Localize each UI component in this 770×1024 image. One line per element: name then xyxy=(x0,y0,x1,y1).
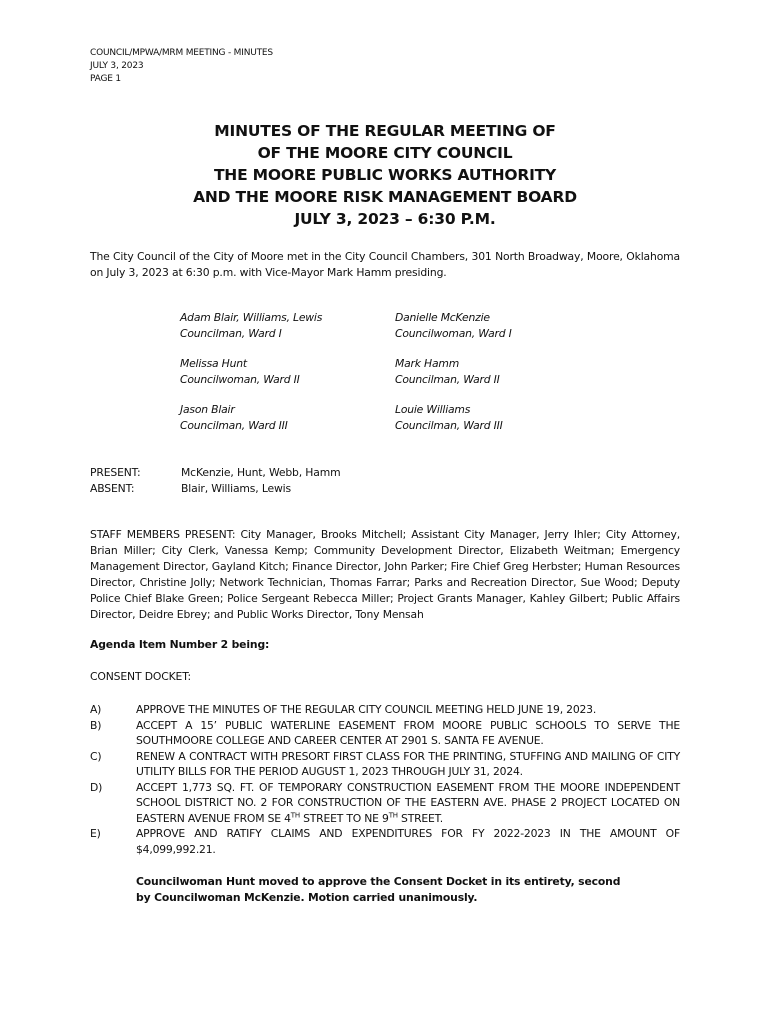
item-text: APPROVE AND RATIFY CLAIMS AND EXPENDITURES FOR FY 2022-2023 IN THE AMOUNT OF $4,099,992.21. xyxy=(136,827,680,856)
item-letter: E) xyxy=(90,827,101,840)
intro-paragraph: The City Council of the City of Moore met in the City Council Chambers, 301 North Broadway, Moore, Oklahoma on July 3, 2023 at 6:30 p.m. with Vice-Mayor Mark Hamm presiding. xyxy=(90,250,680,279)
roster-entry xyxy=(395,356,610,402)
consent-heading: CONSENT DOCKET: xyxy=(90,670,191,683)
item-letter: C) xyxy=(90,749,102,763)
item-letter: B) xyxy=(90,718,102,732)
member-title: Councilman, Ward II xyxy=(395,373,500,386)
item-text: RENEW A CONTRACT WITH PRESORT FIRST CLASS FOR THE PRINTING, STUFFING AND MAILING OF CITY UTILITY BILLS FOR THE PERIOD AUGUST 1, 2023 THROUGH JULY 31, 2024. xyxy=(136,749,680,778)
absent-row xyxy=(90,481,340,497)
consent-item xyxy=(90,702,680,718)
consent-items xyxy=(90,702,680,857)
roster-entry xyxy=(180,356,395,402)
header-line: COUNCIL/MPWA/MRM MEETING - MINUTES xyxy=(90,48,273,58)
motion-text: Councilwoman Hunt moved to approve the Consent Docket in its entirety, second by Councilwoman McKenzie. Motion carried unanimously. xyxy=(136,875,621,904)
consent-item xyxy=(90,718,680,749)
present-list: McKenzie, Hunt, Webb, Hamm xyxy=(181,466,341,479)
member-name: Mark Hamm xyxy=(395,357,460,370)
title-line: MINUTES OF THE REGULAR MEETING OF xyxy=(214,122,556,140)
roster-entry xyxy=(395,310,610,356)
member-name: Jason Blair xyxy=(180,403,235,416)
header-page: PAGE 1 xyxy=(90,74,121,84)
member-name: Adam Blair, Williams, Lewis xyxy=(180,311,323,324)
attendance xyxy=(90,465,340,497)
present-row xyxy=(90,465,340,481)
council-roster xyxy=(180,310,610,448)
ordinal-suffix: TH xyxy=(388,810,398,819)
consent-item xyxy=(90,749,680,780)
staff-paragraph: STAFF MEMBERS PRESENT: City Manager, Brooks Mitchell; Assistant City Manager, Jerry Ihler; City Attorney, Brian Miller; City Clerk, Vanessa Kemp; Community Development Director, Elizabeth Weitman; Emergency Management Director, Gayland Kitch; Finance Director, John Parker; Fire Chief Greg Herbster; Human Resources Director, Christine Jolly; Network Technician, Thomas Farrar; Parks and Recreation Director, Sue Wood; Deputy Police Chief Blake Green; Police Sergeant Rebecca Miller; Project Grants Manager, Kahley Gilbert; Public Affairs Director, Deidre Ebrey; and Public Works Director, Tony Mensah xyxy=(90,528,680,621)
running-header xyxy=(90,47,273,86)
title-date-line: JULY 3, 2023 – 6:30 P.M. xyxy=(294,210,496,228)
member-title: Councilwoman, Ward I xyxy=(395,327,512,340)
roster-row xyxy=(180,402,610,448)
member-name: Melissa Hunt xyxy=(180,357,247,370)
member-title: Councilman, Ward III xyxy=(180,419,288,432)
member-title: Councilman, Ward III xyxy=(395,419,503,432)
item-text: ACCEPT A 15’ PUBLIC WATERLINE EASEMENT FROM MOORE PUBLIC SCHOOLS TO SERVE THE SOUTHMOORE COLLEGE AND CAREER CENTER AT 2901 S. SANTA FE AVENUE. xyxy=(136,718,680,747)
roster-entry xyxy=(180,402,395,448)
agenda-heading: Agenda Item Number 2 being: xyxy=(90,638,270,651)
item-text-part: STREET. xyxy=(397,811,444,825)
member-title: Councilwoman, Ward II xyxy=(180,373,300,386)
title-line: THE MOORE PUBLIC WORKS AUTHORITY xyxy=(213,166,557,184)
member-name: Danielle McKenzie xyxy=(395,311,490,324)
item-text-part: ACCEPT 1,773 SQ. FT. OF TEMPORARY CONSTRUCTION EASEMENT FROM THE MOORE INDEPENDENT SCHOOL DISTRICT NO. 2 FOR CONSTRUCTION OF THE EASTERN AVE. PHASE 2 PROJECT LOCATED ON EASTERN AVENUE FROM SE 4 xyxy=(136,780,680,825)
header-date: JULY 3, 2023 xyxy=(90,61,144,71)
item-text xyxy=(136,780,680,827)
absent-label: ABSENT: xyxy=(90,482,135,495)
title-line: OF THE MOORE CITY COUNCIL xyxy=(257,144,513,162)
absent-list: Blair, Williams, Lewis xyxy=(181,482,292,495)
roster-row xyxy=(180,356,610,402)
item-text: APPROVE THE MINUTES OF THE REGULAR CITY COUNCIL MEETING HELD JUNE 19, 2023. xyxy=(136,703,597,716)
member-name: Louie Williams xyxy=(395,403,471,416)
member-title: Councilman, Ward I xyxy=(180,327,282,340)
roster-entry xyxy=(180,310,395,356)
document-title xyxy=(0,120,770,230)
roster-row xyxy=(180,310,610,356)
item-text-part: STREET TO NE 9 xyxy=(299,811,389,825)
ordinal-suffix: TH xyxy=(290,810,300,819)
item-letter: A) xyxy=(90,703,102,716)
title-line: AND THE MOORE RISK MANAGEMENT BOARD xyxy=(193,188,577,206)
consent-item xyxy=(90,826,680,857)
item-letter: D) xyxy=(90,780,103,794)
roster-entry xyxy=(395,402,610,448)
present-label: PRESENT: xyxy=(90,466,141,479)
consent-item xyxy=(90,780,680,827)
